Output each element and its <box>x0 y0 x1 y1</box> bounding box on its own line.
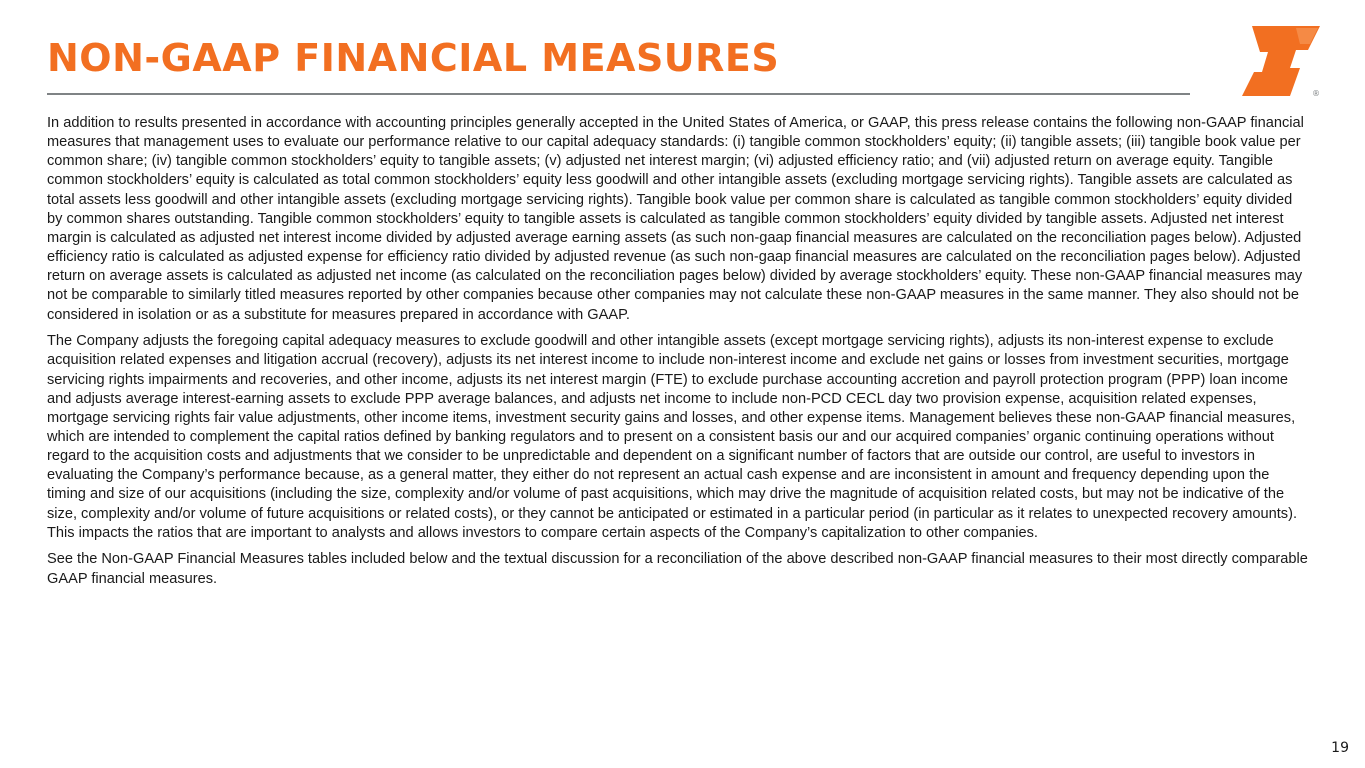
body-text <box>47 114 1309 596</box>
page-number: 19 <box>1331 740 1349 756</box>
paragraph-reconciliation: See the Non-GAAP Financial Measures tables included below and the textual discussion for a reconciliation of the above described non-GAAP financial measures to their most directly comparable GAAP financial measures. <box>47 551 1308 587</box>
company-logo-icon <box>1240 24 1324 100</box>
title-divider <box>47 93 1190 95</box>
slide-title: NON-GAAP FINANCIAL MEASURES <box>47 36 780 80</box>
paragraph-definitions: In addition to results presented in accordance with accounting principles generally accepted in the United States of America, or GAAP, this press release contains the following non-GAAP financial measures that management uses to evaluate our performance relative to our capital adequacy standards: (i) tangible common stockholders’ equity; (ii) tangible assets; (iii) tangible book value per common share; (iv) tangible common stockholders’ equity to tangible assets; (v) adjusted net interest margin; (vi) adjusted efficiency ratio; and (vii) adjusted return on average equity. Tangible common stockholders’ equity is calculated as total common stockholders’ equity less goodwill and other intangible assets (excluding mortgage servicing rights). Tangible assets are calculated as total assets less goodwill and other intangible assets (excluding mortgage servicing rights). Tangible book value per common share is calculated as tangible common stockholders’ equity divided by common shares outstanding. Tangible common stockholders’ equity to tangible assets is calculated as tangible common stockholders’ equity divided by tangible assets. Adjusted net interest margin is calculated as adjusted net interest income divided by adjusted average earning assets (as such non-gaap financial measures are calculated on the reconciliation pages below). Adjusted efficiency ratio is calculated as adjusted expense for efficiency ratio divided by adjusted revenue (as such non-gaap financial measures are calculated on the reconciliation pages below). Adjusted return on average assets is calculated as adjusted net income (as calculated on the reconciliation pages below) divided by average stockholders’ equity. These non-GAAP financial measures may not be comparable to similarly titled measures reported by other companies because other companies may not calculate these non-GAAP measures in the same manner. They also should not be considered in isolation or as a substitute for measures prepared in accordance with GAAP. <box>47 115 1304 323</box>
registered-mark: ® <box>1312 89 1320 98</box>
paragraph-adjustments: The Company adjusts the foregoing capital adequacy measures to exclude goodwill and other intangible assets (except mortgage servicing rights), adjusts its non-interest expense to exclude acquisition related expenses and litigation accrual (recovery), adjusts its net interest income to include non-interest income and exclude net gains or losses from investment securities, mortgage servicing rights impairments and recoveries, and other income, adjusts its net interest margin (FTE) to exclude purchase accounting accretion and payroll protection program (PPP) loan income and adjusts average interest-earning assets to exclude PPP average balances, and adjusts net income to include non-PCD CECL day two provision expense, acquisition related expenses, mortgage servicing rights fair value adjustments, other income items, investment security gains and losses, and other expense items. Management believes these non-GAAP financial measures, which are intended to complement the capital ratios defined by banking regulators and to present on a consistent basis our and our acquired companies’ organic continuing operations without regard to the acquisition costs and adjustments that we consider to be unpredictable and dependent on a significant number of factors that are outside our control, are useful to investors in evaluating the Company’s performance because, as a general matter, they either do not represent an actual cash expense and are inconsistent in amount and frequency depending upon the timing and size of our acquisitions (including the size, complexity and/or volume of past acquisitions, which may drive the magnitude of acquisition related costs, but may not be indicative of the size, complexity and/or volume of future acquisitions or related costs), or they cannot be anticipated or estimated in a particular period (in particular as it relates to unexpected recovery amounts). This impacts the ratios that are important to analysts and allows investors to compare certain aspects of the Company’s capitalization to other companies. <box>47 333 1298 541</box>
